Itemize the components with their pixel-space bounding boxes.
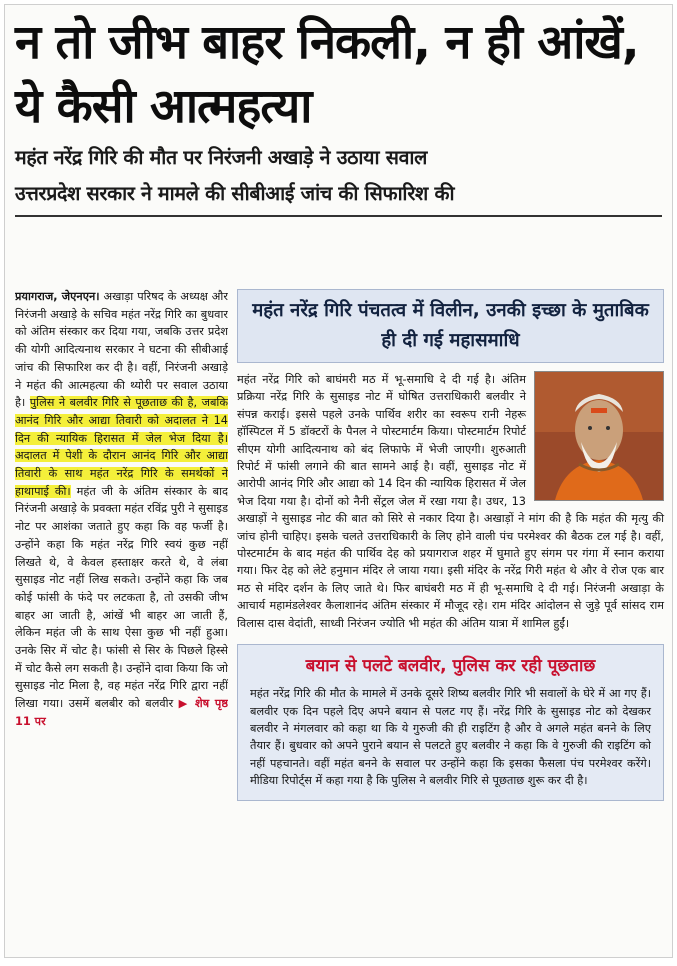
subheadline-2: उत्तरप्रदेश सरकार ने मामले की सीबीआई जांच की सिफारिश की: [15, 177, 662, 217]
right-column: [237, 289, 664, 953]
subheadline-1: महंत नरेंद्र गिरि की मौत पर निरंजनी अखाड़े ने उठाया सवाल: [15, 146, 428, 169]
side-box-title: बयान से पलटे बलवीर, पुलिस कर रही पूछताछ: [305, 656, 596, 677]
main-story-body: [237, 371, 664, 632]
side-box: [237, 644, 664, 800]
main-story-text: महंत नरेंद्र गिरि को बाघंमरी मठ में भू-समाधि दे दी गई है। अंतिम प्रक्रिया नरेंद्र गिरि के सुसाइड नोट में घोषित उत्तराधिकारी बलवीर ने संपन्न कराई। इससे पहले उनके पार्थिव शरीर का स्वरूप रानी नेहरू हॉस्पिटल में 5 डॉक्टरों के पैनल ने पोस्टमार्टम किया। पोस्टमार्टम रिपोर्ट सीएम योगी आदित्यनाथ को बंद लिफाफे में भेजी जाएगी। शुरुआती रिपोर्ट में फांसी लगाने की बात सामने आई है। वहीं, सुसाइड नोट में आरोपी आनंद गिरि और आद्या को 14 दिन की न्यायिक हिरासत में जेल भेज दिया गया है। दोनों को नैनी सेंट्रल जेल में रखा गया है। उधर, 13 अखाड़ों ने सुसाइड नोट की बात को सिरे से नकार दिया है। अखाड़ों ने मांग की है कि महंत की मृत्यु की जांच होनी चाहिए। इसके चलते उत्तराधिकारी के लिए होने वाली पंच परमेश्वर की बैठक टल गई है। वहीं, पोस्टमार्टम के बाद महंत की पार्थिव देह को प्रयागराज शहर में घुमाते हुए संगम पर गंगा में स्नान कराया गया। फिर देह को लेटे हनुमान मंदिर ले जाया गया। इसी मंदिर के नरेंद्र गिरी महंत थे और वे रोज एक बार मठ से मंदिर दर्शन के लिए जाते थे। फिर बाघंबरी मठ में ही भू-समाधि दे दी गई। निरंजनी अखाड़ा के आचार्य महामंडलेश्वर कैलाशानंद अंतिम संस्कार में मौजूद रहे। राम मंदिर आंदोलन से जुड़े पूर्व सांसद राम विलास दास वेदांती, साध्वी निरंजन ज्योति भी महंत की अंतिम यात्रा में शामिल हुईं।: [237, 373, 664, 630]
highlighted-text: पुलिस ने बलवीर गिरि से पूछताछ की है, जबकि आनंद गिरि और आद्या तिवारी को अदालत ने 14 दिन की न्यायिक हिरासत में जेल भेज दिया है। अदालत में पेशी के दौरान आनंद गिरि और आद्या तिवारी के साथ महंत नरेंद्र गिरि के समर्थकों ने हाथापाई की।: [15, 396, 228, 498]
newspaper-clipping: [4, 4, 673, 958]
left-column-text: [15, 288, 228, 731]
mahant-photo: [534, 371, 664, 501]
left-para-1: अखाड़ा परिषद के अध्यक्ष और निरंजनी अखाड़े के सचिव महंत नरेंद्र गिरि का बुधवार को अंतिम संस्कार कर दिया गया, जबकि उत्तर प्रदेश की योगी आदित्यनाथ सरकार ने घटना की सीबीआई जांच की सिफारिश कर दी है। वहीं, निरंजनी अखाड़े ने महंत की आत्महत्या की थ्योरी पर सवाल उठाया है।: [15, 290, 228, 410]
headline: न तो जीभ बाहर निकली, न ही आंखें, ये कैसी आत्महत्या: [15, 15, 639, 134]
dateline: प्रयागराज, जेएनएन।: [15, 290, 100, 303]
left-column: [15, 288, 228, 948]
side-box-body: महंत नरेंद्र गिरि की मौत के मामले में उनके दूसरे शिष्य बलवीर गिरि भी सवालों के घेरे में आ गए हैं। बलवीर एक दिन पहले दिए अपने बयान से पलट गए हैं। नरेंद्र गिरि के सुसाइड नोट को देखकर बलवीर ने मंगलवार को कहा था कि ये गुरुजी की ही राइटिंग है और वे अगले महंत बनने के लिए तैयार हैं। बुधवार को अपने पुराने बयान से पलटते हुए बलवीर ने कहा कि वे गुरुजी की राइटिंग को नहीं पहचानते। वहीं महंत बनने के सवाल पर उन्होंने कहा कि इसका फैसला पंच परमेश्वर करेंगे। मीडिया रिपोर्ट्स में कहा गया है कि पुलिस ने बलवीर गिरि से पूछताछ शुरू कर दी है।: [250, 687, 651, 788]
continued-on-page: ▶ शेष पृष्ठ 11 पर: [15, 697, 228, 728]
main-story-title: महंत नरेंद्र गिरि पंचतत्व में विलीन, उनकी इच्छा के मुताबिक ही दी गई महासमाधि: [237, 289, 664, 363]
left-para-2: महंत जी के अंतिम संस्कार के बाद निरंजनी अखाड़े के प्रवक्ता महंत रविंद्र पुरी ने सुसाइड नोट पर आशंका जताते हुए कहा कि वह फर्जी है। उन्होंने कहा कि महंत नरेंद्र गिरि स्वयं कुछ नहीं लिखते थे, वे केवल हस्ताक्षर करते थे, वे लंबा सुसाइड नोट नहीं लिख सकते। उन्होंने कहा कि जब कोई फांसी के फंदे पर लटकता है, तो उसकी जीभ बाहर आ जाती है, आंखें भी बाहर आ जाती हैं, लेकिन महंत जी के साथ ऐसा कुछ भी नहीं हुआ। उनके सिर में चोट है। फांसी से सिर के पिछले हिस्से में चोट कैसे लग सकती है। उन्होंने दावा किया कि जो सुसाइड नोट मिला है, वह महंत नरेंद्र गिरि द्वारा नहीं लिखा गया। उसमें बलबीर को बलवीर: [15, 484, 228, 711]
